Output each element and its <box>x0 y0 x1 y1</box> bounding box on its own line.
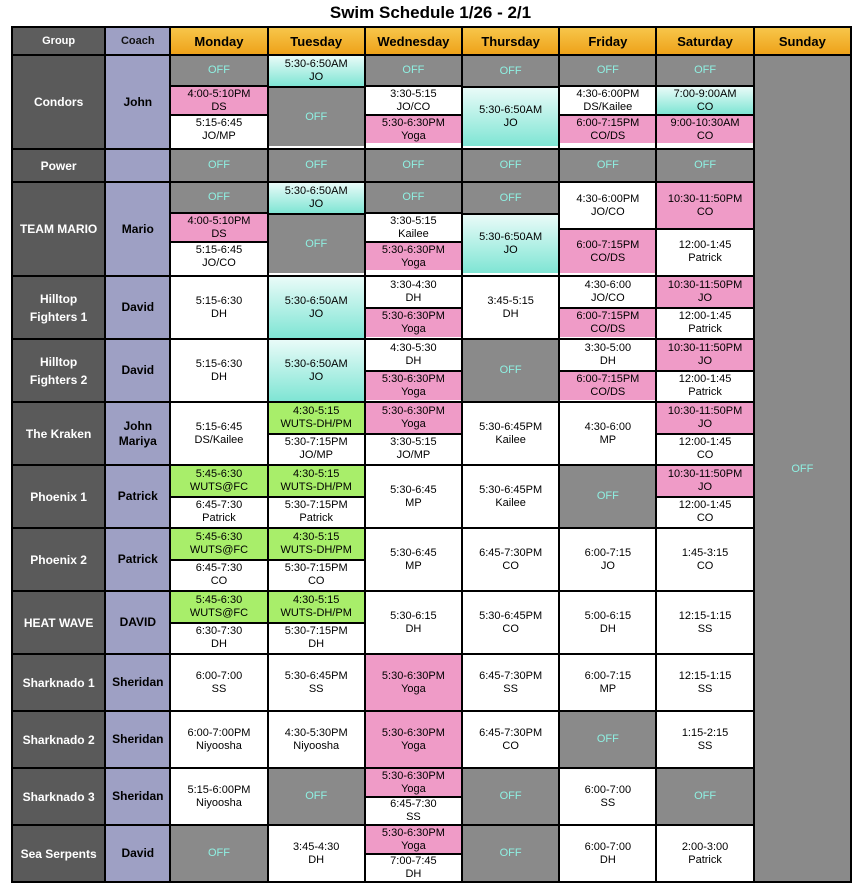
session-slot: 4:00-5:10PM DS <box>171 85 266 114</box>
session-slot: 1:45-3:15 CO <box>657 529 752 590</box>
session-slot: 5:30-7:15PM JO/MP <box>269 433 364 463</box>
page-title: Swim Schedule 1/26 - 2/1 <box>329 3 532 22</box>
header-row <box>12 27 851 55</box>
day-cell-thursday <box>462 825 559 882</box>
session-slot: 10:30-11:50PM JO <box>657 277 752 307</box>
session-slot: 5:15-6:45 JO/MP <box>171 114 266 143</box>
session-slot: 5:30-6:30PM Yoga <box>366 370 461 400</box>
session-slot: 6:00-7:15PM CO/DS <box>560 307 655 337</box>
day-cell-wednesday <box>365 528 462 591</box>
day-cell-friday <box>559 339 656 402</box>
off-slot: OFF <box>269 86 364 146</box>
session-slot: 6:45-7:30PM CO <box>463 529 558 590</box>
session-slot: 5:30-6:30PM Yoga <box>366 114 461 143</box>
group-name: Hilltop Fighters 1 <box>12 276 105 339</box>
day-cell-friday <box>559 768 656 825</box>
day-cell-thursday <box>462 339 559 402</box>
session-slot: 5:30-7:15PM Patrick <box>269 496 364 526</box>
day-cell-friday <box>559 711 656 768</box>
day-cell-wednesday <box>365 276 462 339</box>
day-cell-wednesday <box>365 591 462 654</box>
header-sunday: Sunday <box>754 27 851 55</box>
day-cell-friday <box>559 825 656 882</box>
session-slot: 3:45-4:30 DH <box>269 826 364 881</box>
day-cell-thursday <box>462 711 559 768</box>
session-slot: 5:30-6:15 DH <box>366 592 461 653</box>
day-cell-monday <box>170 402 267 465</box>
off-slot: OFF <box>171 150 266 181</box>
session-slot: 5:30-6:50AM JO <box>269 277 364 338</box>
day-cell-thursday <box>462 55 559 149</box>
session-slot: 5:30-6:30PM Yoga <box>366 655 461 710</box>
header-group: Group <box>12 27 105 55</box>
day-cell-thursday <box>462 528 559 591</box>
session-slot: 5:30-7:15PM DH <box>269 622 364 652</box>
off-slot: OFF <box>657 769 752 824</box>
day-cell-tuesday <box>268 276 365 339</box>
group-name: Sharknado 2 <box>12 711 105 768</box>
session-slot: 5:15-6:45 JO/CO <box>171 241 266 270</box>
session-slot: 5:30-6:45PM Kailee <box>463 466 558 527</box>
session-slot: 5:15-6:30 DH <box>171 340 266 401</box>
session-slot: 3:30-5:15 Kailee <box>366 212 461 241</box>
group-name: HEAT WAVE <box>12 591 105 654</box>
off-slot: OFF <box>366 56 461 85</box>
day-cell-friday <box>559 402 656 465</box>
session-slot: 5:30-6:45PM SS <box>269 655 364 710</box>
header-coach: Coach <box>105 27 170 55</box>
day-cell-friday <box>559 182 656 276</box>
session-slot: 3:45-5:15 DH <box>463 277 558 338</box>
group-name: Phoenix 1 <box>12 465 105 528</box>
session-slot: 5:45-6:30 WUTS@FC <box>171 466 266 496</box>
day-cell-thursday <box>462 149 559 182</box>
session-slot: 10:30-11:50PM JO <box>657 466 752 496</box>
session-slot: 4:30-6:00 JO/CO <box>560 277 655 307</box>
off-slot: OFF <box>463 826 558 881</box>
coach-name: Mario <box>105 182 170 276</box>
coach-name: DAVID <box>105 591 170 654</box>
day-cell-monday <box>170 654 267 711</box>
session-slot: 5:45-6:30 WUTS@FC <box>171 529 266 559</box>
schedule-table <box>11 26 852 883</box>
session-slot: 5:30-6:30PM Yoga <box>366 769 461 796</box>
day-cell-friday <box>559 654 656 711</box>
session-slot: 6:00-7:15PM CO/DS <box>560 228 655 273</box>
table-row <box>12 654 851 711</box>
day-cell-saturday <box>656 591 753 654</box>
table-row <box>12 339 851 402</box>
session-slot: 12:00-1:45 Patrick <box>657 228 752 273</box>
off-slot: OFF <box>269 213 364 273</box>
off-slot: OFF <box>560 466 655 527</box>
off-slot: OFF <box>560 150 655 181</box>
day-cell-tuesday <box>268 465 365 528</box>
session-slot: 2:00-3:00 Patrick <box>657 826 752 881</box>
session-slot: 4:30-5:30 DH <box>366 340 461 370</box>
session-slot: 5:30-7:15PM CO <box>269 559 364 589</box>
off-slot: OFF <box>269 150 364 181</box>
group-name: The Kraken <box>12 402 105 465</box>
session-slot: 10:30-11:50PM JO <box>657 403 752 433</box>
session-slot: 4:30-6:00 MP <box>560 403 655 464</box>
session-slot: 5:30-6:50AM JO <box>463 86 558 146</box>
day-cell-friday <box>559 276 656 339</box>
table-row <box>12 55 851 149</box>
session-slot: 5:30-6:50AM JO <box>463 213 558 273</box>
coach-name: John Mariya <box>105 402 170 465</box>
day-cell-tuesday <box>268 591 365 654</box>
session-slot: 10:30-11:50PM CO <box>657 183 752 228</box>
header-tuesday: Tuesday <box>268 27 365 55</box>
header-thursday: Thursday <box>462 27 559 55</box>
group-name: TEAM MARIO <box>12 182 105 276</box>
session-slot: 3:30-5:15 JO/CO <box>366 85 461 114</box>
day-cell-thursday <box>462 465 559 528</box>
coach-name: Sheridan <box>105 768 170 825</box>
off-slot: OFF <box>366 150 461 181</box>
session-slot: 7:00-9:00AM CO <box>657 85 752 114</box>
day-cell-saturday <box>656 768 753 825</box>
group-name: Sharknado 3 <box>12 768 105 825</box>
off-slot: OFF <box>560 712 655 767</box>
session-slot: 4:30-5:15 WUTS-DH/PM <box>269 529 364 559</box>
session-slot: 5:30-6:45 MP <box>366 466 461 527</box>
group-name: Sharknado 1 <box>12 654 105 711</box>
session-slot: 5:30-6:45PM Kailee <box>463 403 558 464</box>
day-cell-monday <box>170 528 267 591</box>
session-slot: 5:45-6:30 WUTS@FC <box>171 592 266 622</box>
table-row <box>12 768 851 825</box>
group-name: Condors <box>12 55 105 149</box>
header-wednesday: Wednesday <box>365 27 462 55</box>
day-cell-thursday <box>462 276 559 339</box>
day-cell-tuesday <box>268 55 365 149</box>
session-slot: 5:15-6:30 DH <box>171 277 266 338</box>
day-cell-saturday <box>656 402 753 465</box>
session-slot: 6:00-7:15PM CO/DS <box>560 114 655 143</box>
group-name: Hilltop Fighters 2 <box>12 339 105 402</box>
day-cell-wednesday <box>365 402 462 465</box>
off-slot: OFF <box>463 340 558 401</box>
session-slot: 6:00-7:00 SS <box>560 769 655 824</box>
day-cell-friday <box>559 465 656 528</box>
group-name: Sea Serpents <box>12 825 105 882</box>
session-slot: 6:00-7:15 JO <box>560 529 655 590</box>
day-cell-monday <box>170 149 267 182</box>
off-slot: OFF <box>463 183 558 213</box>
day-cell-monday <box>170 465 267 528</box>
day-cell-wednesday <box>365 825 462 882</box>
day-cell-tuesday <box>268 711 365 768</box>
session-slot: 5:30-6:50AM JO <box>269 56 364 86</box>
off-slot: OFF <box>463 150 558 181</box>
table-row <box>12 182 851 276</box>
table-row <box>12 276 851 339</box>
day-cell-tuesday <box>268 825 365 882</box>
session-slot: 6:45-7:30 CO <box>171 559 266 589</box>
off-slot: OFF <box>171 826 266 881</box>
coach-name: Patrick <box>105 465 170 528</box>
off-slot: OFF <box>269 769 364 824</box>
day-cell-wednesday <box>365 339 462 402</box>
day-cell-wednesday <box>365 149 462 182</box>
day-cell-saturday <box>656 465 753 528</box>
session-slot: 10:30-11:50PM JO <box>657 340 752 370</box>
session-slot: 5:15-6:00PM Niyoosha <box>171 769 266 824</box>
session-slot: 5:15-6:45 DS/Kailee <box>171 403 266 464</box>
day-cell-monday <box>170 591 267 654</box>
header-saturday: Saturday <box>656 27 753 55</box>
session-slot: 5:30-6:45 MP <box>366 529 461 590</box>
day-cell-monday <box>170 768 267 825</box>
off-slot: OFF <box>463 56 558 86</box>
day-cell-wednesday <box>365 711 462 768</box>
off-slot: OFF <box>657 150 752 181</box>
day-cell-friday <box>559 55 656 149</box>
day-cell-wednesday <box>365 182 462 276</box>
off-slot: OFF <box>657 56 752 85</box>
session-slot: 4:30-5:15 WUTS-DH/PM <box>269 403 364 433</box>
day-cell-thursday <box>462 654 559 711</box>
day-cell-tuesday <box>268 149 365 182</box>
day-cell-monday <box>170 55 267 149</box>
day-cell-thursday <box>462 182 559 276</box>
day-cell-saturday <box>656 528 753 591</box>
session-slot: 4:30-5:15 WUTS-DH/PM <box>269 466 364 496</box>
session-slot: 5:30-6:30PM Yoga <box>366 307 461 337</box>
sunday-off-cell: OFF <box>754 55 851 882</box>
day-cell-tuesday <box>268 528 365 591</box>
off-slot: OFF <box>171 183 266 212</box>
session-slot: 5:30-6:50AM JO <box>269 183 364 213</box>
day-cell-friday <box>559 591 656 654</box>
session-slot: 6:45-7:30 SS <box>366 796 461 823</box>
session-slot: 5:00-6:15 DH <box>560 592 655 653</box>
day-cell-monday <box>170 276 267 339</box>
coach-name <box>105 149 170 182</box>
day-cell-saturday <box>656 276 753 339</box>
header-monday: Monday <box>170 27 267 55</box>
session-slot: 3:30-5:00 DH <box>560 340 655 370</box>
session-slot: 6:00-7:00 SS <box>171 655 266 710</box>
session-slot: 3:30-4:30 DH <box>366 277 461 307</box>
day-cell-thursday <box>462 402 559 465</box>
session-slot: 6:00-7:00PM Niyoosha <box>171 712 266 767</box>
session-slot: 12:00-1:45 Patrick <box>657 370 752 400</box>
day-cell-monday <box>170 182 267 276</box>
schedule-body <box>12 55 851 882</box>
day-cell-monday <box>170 339 267 402</box>
session-slot: 5:30-6:30PM Yoga <box>366 826 461 853</box>
table-row <box>12 402 851 465</box>
session-slot: 6:00-7:15PM CO/DS <box>560 370 655 400</box>
day-cell-thursday <box>462 768 559 825</box>
session-slot: 12:15-1:15 SS <box>657 592 752 653</box>
off-slot: OFF <box>560 56 655 85</box>
session-slot: 6:45-7:30PM CO <box>463 712 558 767</box>
day-cell-monday <box>170 825 267 882</box>
table-row <box>12 711 851 768</box>
day-cell-wednesday <box>365 654 462 711</box>
coach-name: John <box>105 55 170 149</box>
session-slot: 12:15-1:15 SS <box>657 655 752 710</box>
day-cell-friday <box>559 528 656 591</box>
day-cell-tuesday <box>268 339 365 402</box>
day-cell-saturday <box>656 149 753 182</box>
day-cell-monday <box>170 711 267 768</box>
day-cell-saturday <box>656 339 753 402</box>
session-slot: 1:15-2:15 SS <box>657 712 752 767</box>
coach-name: David <box>105 276 170 339</box>
off-slot: OFF <box>463 769 558 824</box>
day-cell-friday <box>559 149 656 182</box>
day-cell-saturday <box>656 654 753 711</box>
off-slot: OFF <box>171 56 266 85</box>
group-name: Power <box>12 149 105 182</box>
day-cell-wednesday <box>365 55 462 149</box>
coach-name: Patrick <box>105 528 170 591</box>
session-slot: 5:30-6:30PM Yoga <box>366 403 461 433</box>
day-cell-tuesday <box>268 654 365 711</box>
day-cell-saturday <box>656 825 753 882</box>
day-cell-wednesday <box>365 768 462 825</box>
session-slot: 12:00-1:45 Patrick <box>657 307 752 337</box>
session-slot: 4:30-6:00PM JO/CO <box>560 183 655 228</box>
session-slot: 6:45-7:30 Patrick <box>171 496 266 526</box>
off-slot: OFF <box>366 183 461 212</box>
day-cell-saturday <box>656 711 753 768</box>
session-slot: 3:30-5:15 JO/MP <box>366 433 461 463</box>
day-cell-saturday <box>656 182 753 276</box>
session-slot: 5:30-6:50AM JO <box>269 340 364 401</box>
day-cell-tuesday <box>268 402 365 465</box>
coach-name: David <box>105 339 170 402</box>
session-slot: 9:00-10:30AM CO <box>657 114 752 143</box>
header-friday: Friday <box>559 27 656 55</box>
table-row <box>12 825 851 882</box>
day-cell-tuesday <box>268 768 365 825</box>
day-cell-thursday <box>462 591 559 654</box>
session-slot: 7:00-7:45 DH <box>366 853 461 880</box>
coach-name: Sheridan <box>105 654 170 711</box>
group-name: Phoenix 2 <box>12 528 105 591</box>
day-cell-tuesday <box>268 182 365 276</box>
session-slot: 5:30-6:30PM Yoga <box>366 712 461 767</box>
session-slot: 12:00-1:45 CO <box>657 433 752 463</box>
coach-name: David <box>105 825 170 882</box>
session-slot: 6:00-7:00 DH <box>560 826 655 881</box>
session-slot: 4:30-6:00PM DS/Kailee <box>560 85 655 114</box>
session-slot: 12:00-1:45 CO <box>657 496 752 526</box>
session-slot: 6:45-7:30PM SS <box>463 655 558 710</box>
day-cell-wednesday <box>365 465 462 528</box>
session-slot: 4:00-5:10PM DS <box>171 212 266 241</box>
session-slot: 6:30-7:30 DH <box>171 622 266 652</box>
table-row <box>12 149 851 182</box>
session-slot: 5:30-6:30PM Yoga <box>366 241 461 270</box>
session-slot: 4:30-5:30PM Niyoosha <box>269 712 364 767</box>
session-slot: 4:30-5:15 WUTS-DH/PM <box>269 592 364 622</box>
table-row <box>12 591 851 654</box>
coach-name: Sheridan <box>105 711 170 768</box>
day-cell-saturday <box>656 55 753 149</box>
session-slot: 6:00-7:15 MP <box>560 655 655 710</box>
table-row <box>12 528 851 591</box>
session-slot: 5:30-6:45PM CO <box>463 592 558 653</box>
table-row <box>12 465 851 528</box>
